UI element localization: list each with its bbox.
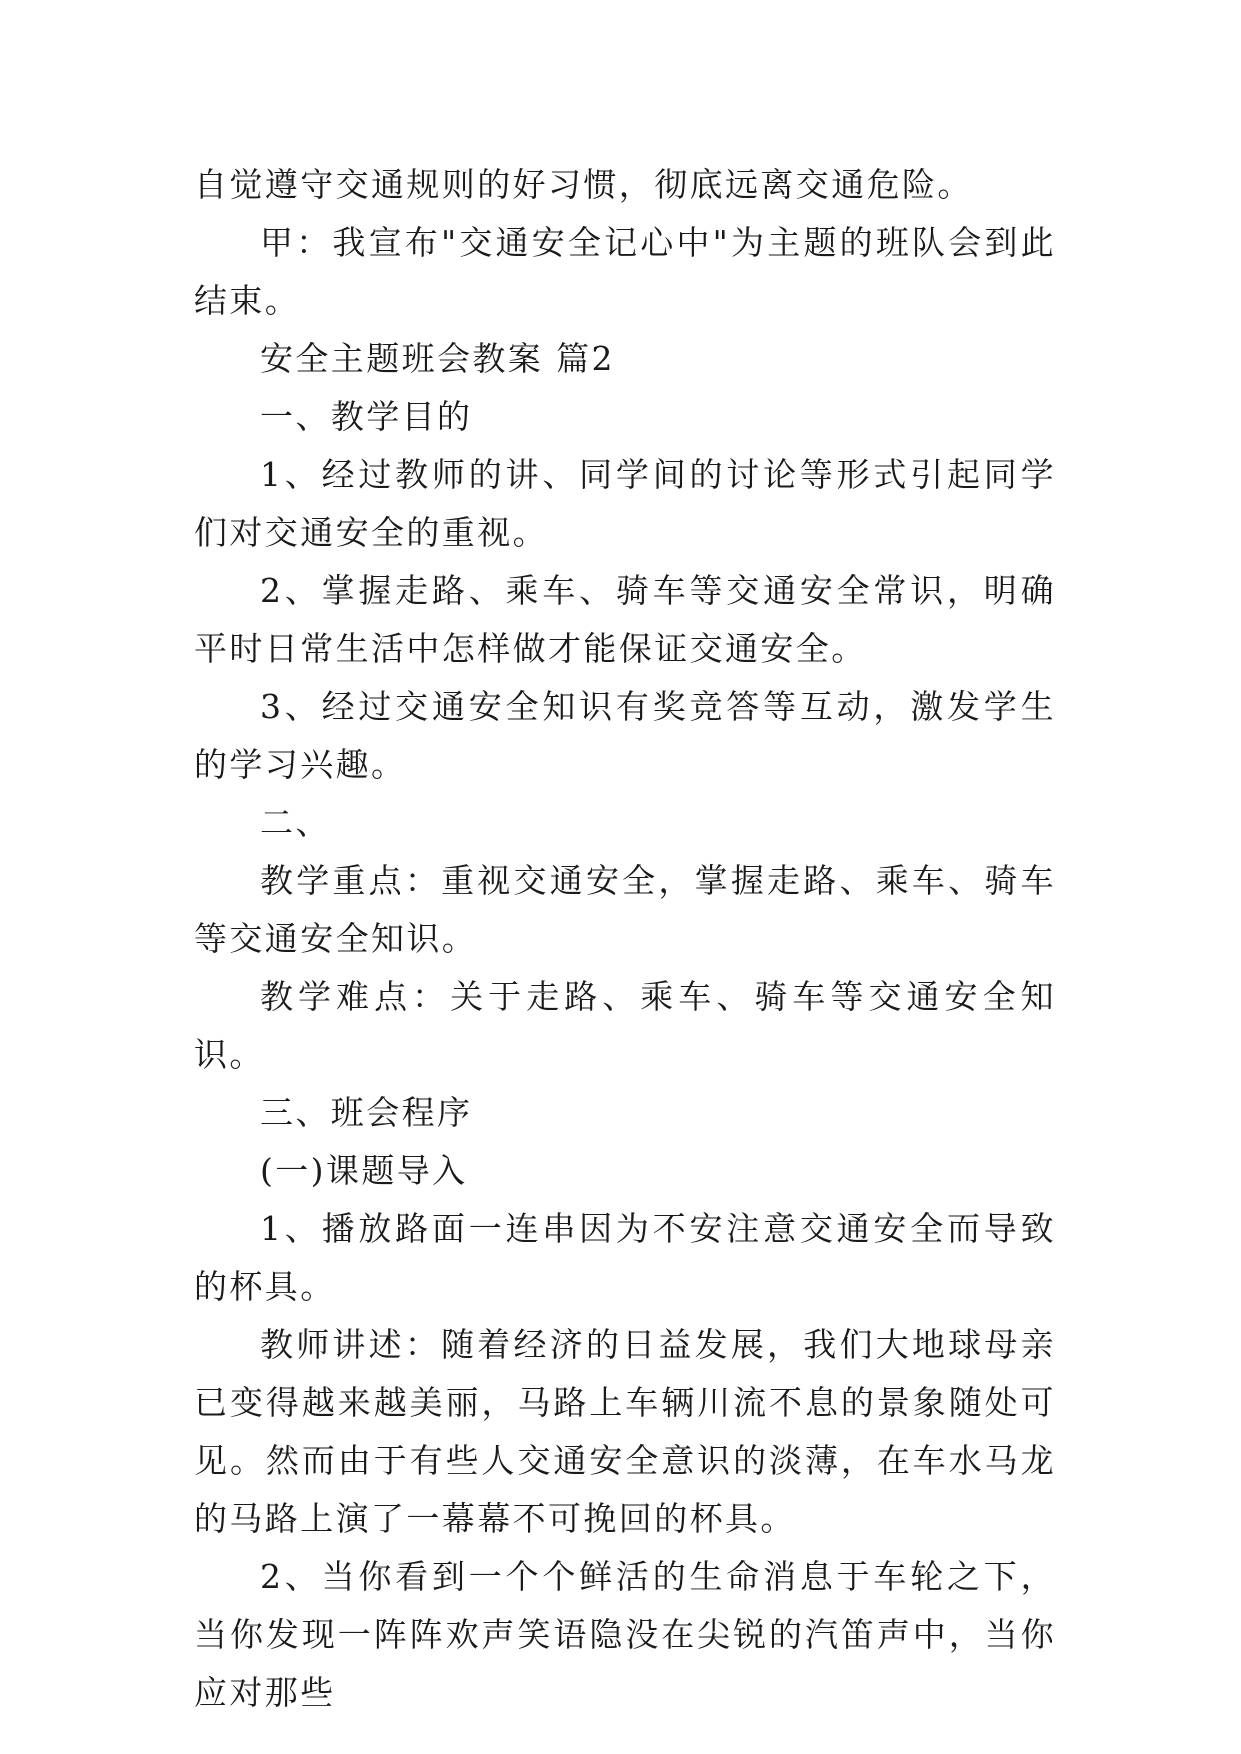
paragraph: 甲：我宣布"交通安全记心中"为主题的班队会到此结束。	[194, 223, 1056, 320]
list-item: 1、经过教师的讲、同学间的讨论等形式引起同学们对交通安全的重视。	[194, 455, 1056, 552]
paragraph: 教学难点：关于走路、乘车、骑车等交通安全知识。	[194, 977, 1056, 1074]
list-item: 3、经过交通安全知识有奖竞答等互动，激发学生的学习兴趣。	[194, 687, 1056, 784]
list-item: 2、当你看到一个个鲜活的生命消息于车轮之下，当你发现一阵阵欢声笑语隐没在尖锐的汽笛声中，当你应对那些	[194, 1557, 1056, 1712]
list-item: 2、掌握走路、乘车、骑车等交通安全常识，明确平时日常生活中怎样做才能保证交通安全。	[194, 571, 1056, 668]
paragraph: 自觉遵守交通规则的好习惯，彻底远离交通危险。	[194, 165, 973, 204]
section-heading: 一、教学目的	[260, 397, 473, 436]
section-heading: 二、	[260, 803, 331, 842]
subsection-heading: (一)课题导入	[260, 1151, 468, 1190]
section-heading: 安全主题班会教案 篇2	[260, 339, 615, 378]
document-body	[194, 156, 1056, 1722]
section-heading: 三、班会程序	[260, 1093, 473, 1132]
list-item: 1、播放路面一连串因为不安注意交通安全而导致的杯具。	[194, 1209, 1056, 1306]
paragraph: 教师讲述：随着经济的日益发展，我们大地球母亲已变得越来越美丽，马路上车辆川流不息的景象随处可见。然而由于有些人交通安全意识的淡薄，在车水马龙的马路上演了一幕幕不可挽回的杯具。	[194, 1325, 1056, 1538]
paragraph: 教学重点：重视交通安全，掌握走路、乘车、骑车等交通安全知识。	[194, 861, 1056, 958]
